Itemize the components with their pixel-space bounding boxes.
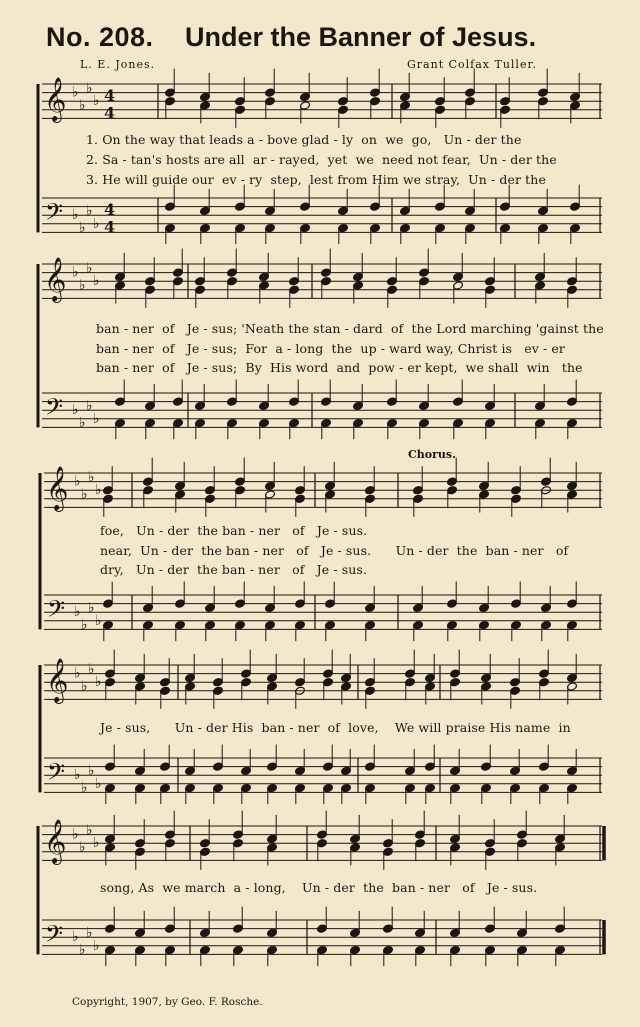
lyric-line: song, As we march a - long, Un - der the ban - ner of Je - sus. [100, 880, 538, 895]
lyric-line: 1. On the way that leads a - bove glad - ly on we go, Un - der the [86, 132, 522, 147]
key-signature-flat: ♭ [72, 826, 79, 843]
lyric-line: ban - ner of Je - sus; For a - long the up - ward way, Christ is ev - er [96, 341, 565, 356]
treble-clef-icon: 𝄞 [44, 257, 67, 301]
key-signature-flat: ♭ [79, 942, 86, 959]
key-signature-flat: ♭ [88, 599, 95, 616]
key-signature-flat: ♭ [72, 929, 79, 946]
key-signature-flat: ♭ [88, 661, 95, 678]
lyric-line: dry, Un - der the ban - ner of Je - sus. [100, 562, 368, 577]
key-signature-flat: ♭ [81, 617, 88, 634]
composer-credit: Grant Colfax Tuller. [407, 58, 538, 71]
key-signature-flat: ♭ [88, 762, 95, 779]
bass-clef-icon: 𝄢 [47, 595, 66, 628]
key-signature-flat: ♭ [86, 822, 93, 839]
key-signature-flat: ♭ [95, 612, 102, 629]
time-signature: 4 [104, 217, 116, 237]
lyricist-credit: L. E. Jones. [80, 58, 156, 71]
key-signature-flat: ♭ [72, 402, 79, 419]
key-signature-flat: ♭ [74, 767, 81, 784]
key-signature-flat: ♭ [79, 97, 86, 114]
key-signature-flat: ♭ [95, 482, 102, 499]
key-signature-flat: ♭ [74, 665, 81, 682]
hymn-title: Under the Banner of Jesus. [185, 22, 537, 52]
lyric-line: near, Un - der the ban - ner of Je - sus. Un - der the ban - ner of [100, 543, 569, 558]
key-signature-flat: ♭ [93, 835, 100, 852]
lyric-line: foe, Un - der the ban - ner of Je - sus. [100, 523, 368, 538]
key-signature-flat: ♭ [93, 215, 100, 232]
key-signature-flat: ♭ [93, 410, 100, 427]
key-signature-flat: ♭ [86, 80, 93, 97]
lyric-line: ban - ner of Je - sus; 'Neath the stan - dard of the Lord marching 'gainst the [96, 321, 604, 336]
bass-clef-icon: 𝄢 [45, 920, 64, 953]
key-signature-flat: ♭ [95, 674, 102, 691]
treble-clef-icon: 𝄞 [44, 819, 67, 863]
treble-clef-icon: 𝄞 [44, 77, 67, 121]
key-signature-flat: ♭ [81, 678, 88, 695]
key-signature-flat: ♭ [79, 839, 86, 856]
time-signature: 4 [104, 103, 116, 123]
hymn-number: No. 208. [46, 22, 154, 52]
key-signature-flat: ♭ [95, 775, 102, 792]
key-signature-flat: ♭ [88, 469, 95, 486]
key-signature-flat: ♭ [81, 486, 88, 503]
key-signature-flat: ♭ [86, 397, 93, 414]
lyric-line: Je - sus, Un - der His ban - ner of love, We will praise His name in [100, 720, 571, 735]
lyric-line: ban - ner of Je - sus; By His word and pow - er kept, we shall win the [96, 360, 583, 375]
copyright-notice: Copyright, 1907, by Geo. F. Rosche. [72, 996, 263, 1008]
key-signature-flat: ♭ [72, 207, 79, 224]
bass-clef-icon: 𝄢 [45, 198, 64, 231]
key-signature-flat: ♭ [93, 273, 100, 290]
lyric-line: 3. He will guide our ev - ry step, lest from Him we stray, Un - der the [86, 172, 546, 187]
treble-clef-icon: 𝄞 [46, 466, 69, 510]
key-signature-flat: ♭ [93, 937, 100, 954]
key-signature-flat: ♭ [86, 924, 93, 941]
lyric-line: 2. Sa - tan's hosts are all ar - rayed, yet we need not fear, Un - der the [86, 152, 557, 167]
time-signature: 4 [104, 200, 116, 220]
bass-clef-icon: 𝄢 [45, 393, 64, 426]
key-signature-flat: ♭ [86, 260, 93, 277]
key-signature-flat: ♭ [79, 220, 86, 237]
key-signature-flat: ♭ [79, 277, 86, 294]
key-signature-flat: ♭ [93, 93, 100, 110]
time-signature: 4 [104, 86, 116, 106]
chorus-label: Chorus. [408, 448, 456, 461]
key-signature-flat: ♭ [79, 415, 86, 432]
key-signature-flat: ♭ [81, 780, 88, 797]
treble-clef-icon: 𝄞 [46, 658, 69, 702]
key-signature-flat: ♭ [86, 202, 93, 219]
key-signature-flat: ♭ [72, 84, 79, 101]
key-signature-flat: ♭ [72, 264, 79, 281]
key-signature-flat: ♭ [74, 604, 81, 621]
bass-clef-icon: 𝄢 [47, 758, 66, 791]
key-signature-flat: ♭ [74, 473, 81, 490]
